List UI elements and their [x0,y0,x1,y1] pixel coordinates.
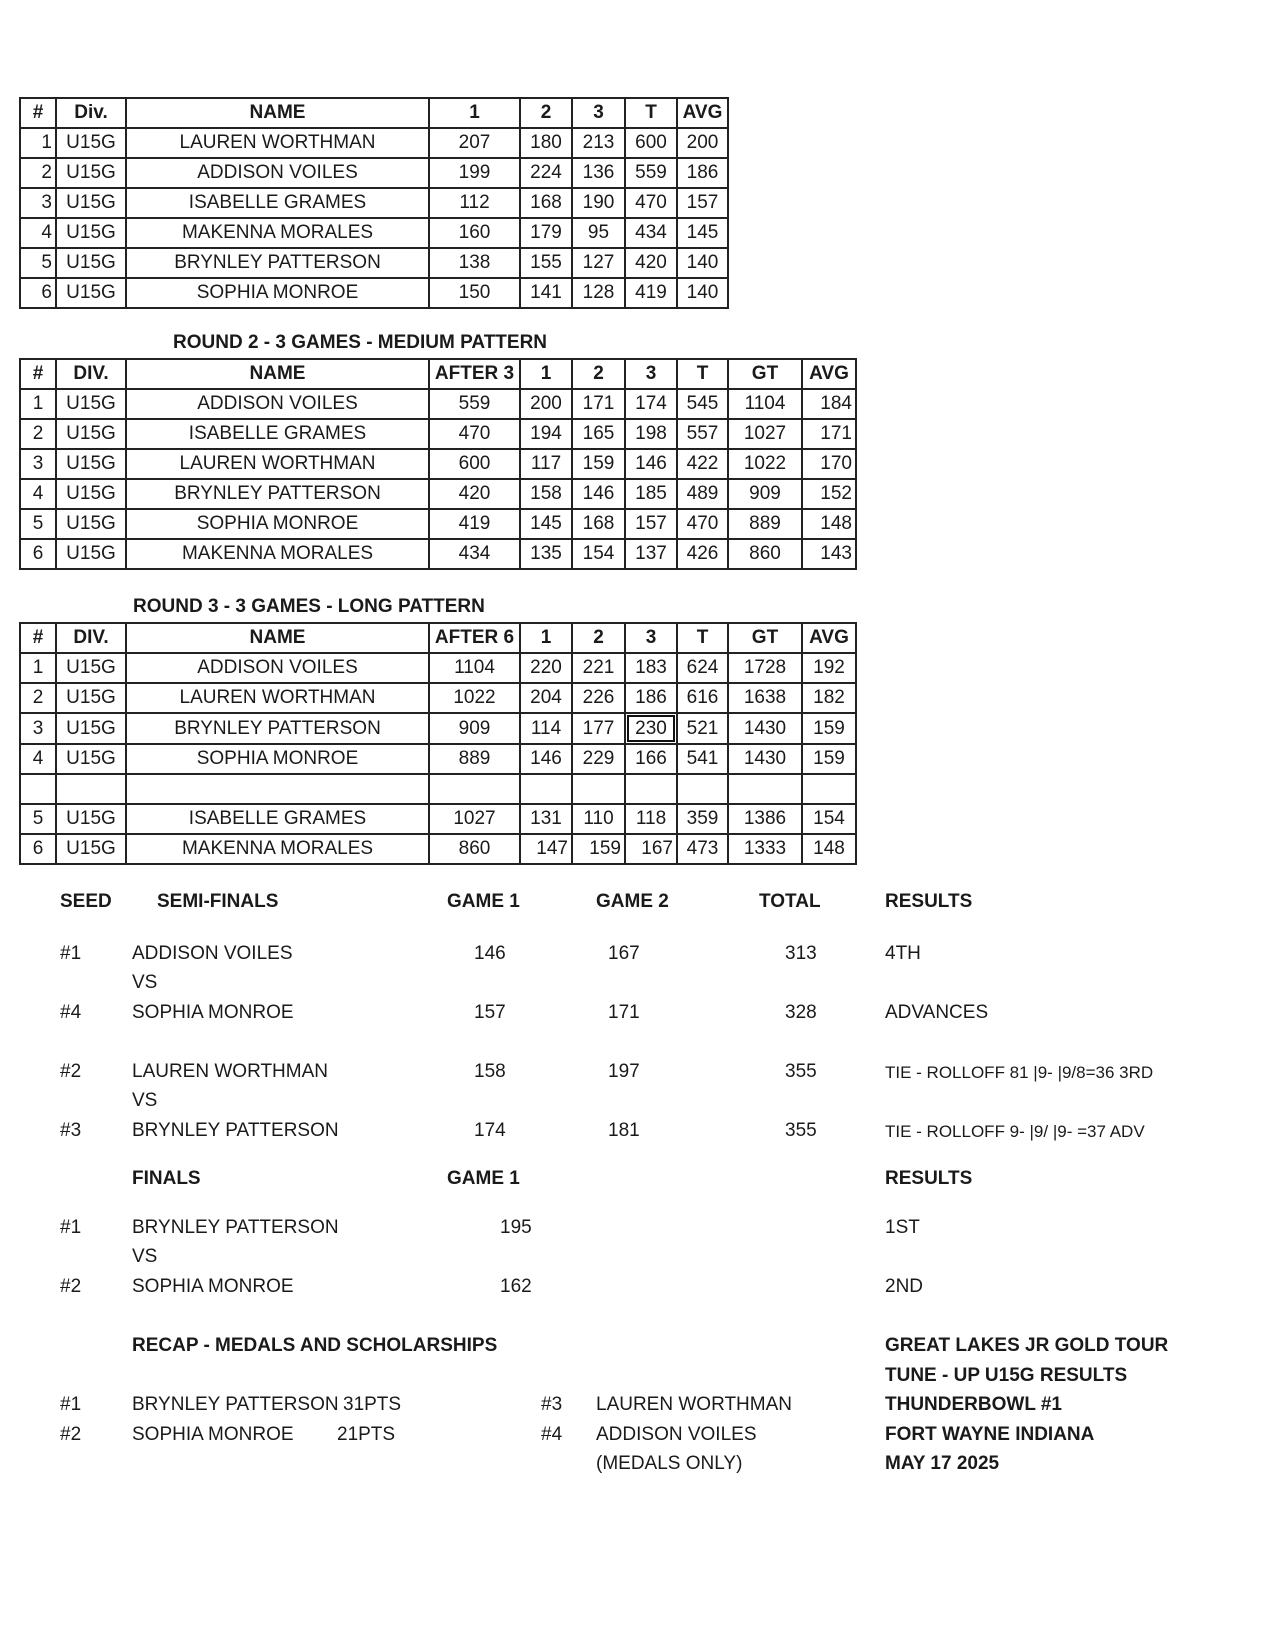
event-line: TUNE - UP U15G RESULTS [885,1365,1128,1386]
avg-cell: 152 [802,479,856,509]
finals-results-header: RESULTS [885,1168,973,1189]
seed-label: #4 [60,1002,82,1023]
game2-cell: 177 [572,713,625,744]
rank-cell: 3 [20,713,56,744]
player-name: LAUREN WORTHMAN [132,1061,328,1082]
col-header: 2 [572,359,625,389]
div-cell: U15G [56,389,126,419]
rank-cell: 5 [20,804,56,834]
table-row [20,713,856,744]
player-name: BRYNLEY PATTERSON [132,1217,339,1238]
game2-cell: 229 [572,744,625,774]
game1-score: 195 [500,1217,532,1238]
game3-cell: 95 [572,218,625,248]
total-cell: 470 [677,509,728,539]
game1-cell: 199 [429,158,520,188]
total-cell: 419 [625,278,677,308]
name-cell: SOPHIA MONROE [126,278,429,308]
seed-label: #2 [60,1424,82,1445]
grand-total-cell: 1728 [728,653,802,683]
game2-cell: 141 [520,278,572,308]
avg-cell: 170 [802,449,856,479]
rank-cell: 5 [20,509,56,539]
avg-cell: 171 [802,419,856,449]
game2-score: 171 [608,1002,640,1023]
result-text: 2ND [885,1276,924,1297]
div-cell: U15G [56,449,126,479]
col-header: GT [728,359,802,389]
game3-cell: 166 [625,744,677,774]
game1-cell: 160 [429,218,520,248]
seed-label: #3 [541,1394,563,1415]
avg-cell: 184 [802,389,856,419]
avg-cell: 140 [677,278,728,308]
div-cell: U15G [56,834,126,864]
table-row [20,683,856,713]
col-header: DIV. [56,359,126,389]
table-row [20,653,856,683]
after-cell: 559 [429,389,520,419]
avg-cell: 148 [802,834,856,864]
total-cell: 557 [677,419,728,449]
medals-note: (MEDALS ONLY) [596,1453,743,1474]
round3-table [19,622,857,865]
name-cell: BRYNLEY PATTERSON [126,713,429,744]
col-header: # [20,623,56,653]
grand-total-cell: 860 [728,539,802,569]
round2-title: ROUND 2 - 3 GAMES - MEDIUM PATTERN [173,332,548,353]
after-cell: 420 [429,479,520,509]
semifinals-header: SEMI-FINALS [157,891,279,912]
table-row [20,479,856,509]
game2-cell: 155 [520,248,572,278]
player-name: BRYNLEY PATTERSON [132,1120,339,1141]
total-cell: 420 [625,248,677,278]
game3-cell: 174 [625,389,677,419]
grand-total-cell: 1333 [728,834,802,864]
game1-cell: 112 [429,188,520,218]
game2-cell: 159 [572,449,625,479]
col-header: T [677,623,728,653]
game3-cell: 127 [572,248,625,278]
result-text: 1ST [885,1217,920,1238]
seed-label: #4 [541,1424,563,1445]
total-score: 328 [785,1002,817,1023]
table-row [20,158,728,188]
game1-cell: 131 [520,804,572,834]
game3-cell: 213 [572,128,625,158]
rank-cell: 2 [20,419,56,449]
name-cell: ISABELLE GRAMES [126,419,429,449]
col-header: AFTER 6 [429,623,520,653]
table-row [20,389,856,419]
total-cell: 521 [677,713,728,744]
table-row-blank [20,774,856,804]
after-cell: 470 [429,419,520,449]
after-cell: 419 [429,509,520,539]
game2-cell: 146 [572,479,625,509]
rank-cell: 1 [20,653,56,683]
div-cell: U15G [56,804,126,834]
player-name: ADDISON VOILES [132,943,293,964]
col-header: DIV. [56,623,126,653]
seed-label: #1 [60,1394,82,1415]
div-cell: U15G [56,158,126,188]
after-cell: 889 [429,744,520,774]
grand-total-cell: 1386 [728,804,802,834]
game1-score: 162 [500,1276,532,1297]
grand-total-cell: 909 [728,479,802,509]
rank-cell: 4 [20,218,56,248]
round3-title: ROUND 3 - 3 GAMES - LONG PATTERN [133,596,485,617]
finals-header: FINALS [132,1168,201,1189]
game2-cell: 168 [572,509,625,539]
player-name: ADDISON VOILES [596,1424,757,1445]
div-cell: U15G [56,128,126,158]
avg-cell: 140 [677,248,728,278]
game1-score: 146 [474,943,506,964]
game1-cell: 145 [520,509,572,539]
game1-cell: 207 [429,128,520,158]
game2-cell: 221 [572,653,625,683]
name-cell: ISABELLE GRAMES [126,804,429,834]
grand-total-cell: 1430 [728,713,802,744]
avg-cell: 159 [802,713,856,744]
game1-header: GAME 1 [447,891,520,912]
rank-cell: 3 [20,449,56,479]
total-cell: 600 [625,128,677,158]
table-header-row [20,359,856,389]
results-header: RESULTS [885,891,973,912]
name-cell: ADDISON VOILES [126,389,429,419]
col-header: T [625,98,677,128]
name-cell: MAKENNA MORALES [126,218,429,248]
col-header: 2 [572,623,625,653]
name-cell: MAKENNA MORALES [126,834,429,864]
table-row [20,834,856,864]
after-cell: 909 [429,713,520,744]
blank-cell [126,774,429,804]
total-cell: 616 [677,683,728,713]
blank-cell [625,774,677,804]
after-cell: 1022 [429,683,520,713]
finals-game1-header: GAME 1 [447,1168,520,1189]
rank-cell: 6 [20,278,56,308]
rank-cell: 3 [20,188,56,218]
col-header: # [20,359,56,389]
game3-cell: 136 [572,158,625,188]
table-row [20,188,728,218]
game2-cell: 159 [572,834,625,864]
total-cell: 470 [625,188,677,218]
avg-cell: 148 [802,509,856,539]
col-header: GT [728,623,802,653]
rank-cell: 1 [20,389,56,419]
col-header: 1 [520,359,572,389]
player-name: SOPHIA MONROE [132,1424,294,1445]
blank-cell [520,774,572,804]
div-cell: U15G [56,218,126,248]
game1-cell: 114 [520,713,572,744]
blank-cell [677,774,728,804]
game2-score: 181 [608,1120,640,1141]
result-text: 4TH [885,943,921,964]
grand-total-cell: 1027 [728,419,802,449]
total-cell: 624 [677,653,728,683]
table-row [20,539,856,569]
after-cell: 860 [429,834,520,864]
col-header: NAME [126,623,429,653]
game2-cell: 168 [520,188,572,218]
seed-label: #2 [60,1276,82,1297]
avg-cell: 157 [677,188,728,218]
event-line: FORT WAYNE INDIANA [885,1424,1095,1445]
div-cell: U15G [56,509,126,539]
game2-cell: 224 [520,158,572,188]
name-cell: LAUREN WORTHMAN [126,128,429,158]
grand-total-cell: 1104 [728,389,802,419]
seed-label: #1 [60,943,82,964]
name-cell: ADDISON VOILES [126,158,429,188]
total-cell: 559 [625,158,677,188]
player-name: LAUREN WORTHMAN [596,1394,792,1415]
vs-label: VS [132,972,158,993]
div-cell: U15G [56,744,126,774]
total-cell: 359 [677,804,728,834]
div-cell: U15G [56,683,126,713]
grand-total-cell: 1430 [728,744,802,774]
game3-cell: 183 [625,653,677,683]
game3-cell: 186 [625,683,677,713]
event-line: MAY 17 2025 [885,1453,1000,1474]
col-header: NAME [126,98,429,128]
game3-cell: 198 [625,419,677,449]
blank-cell [572,774,625,804]
col-header: 3 [625,359,677,389]
table-row [20,449,856,479]
game1-cell: 200 [520,389,572,419]
div-cell: U15G [56,479,126,509]
total-cell: 426 [677,539,728,569]
game3-cell-highlighted: 230 [625,713,677,744]
col-header: 3 [625,623,677,653]
game2-cell: 179 [520,218,572,248]
col-header: T [677,359,728,389]
rank-cell: 2 [20,683,56,713]
name-cell: SOPHIA MONROE [126,509,429,539]
rank-cell: 1 [20,128,56,158]
grand-total-cell: 889 [728,509,802,539]
total-header: TOTAL [759,891,821,912]
game3-cell: 128 [572,278,625,308]
game3-cell: 157 [625,509,677,539]
total-cell: 545 [677,389,728,419]
table-header-row [20,623,856,653]
round1-table [19,97,729,309]
col-header: AVG [802,359,856,389]
avg-cell: 159 [802,744,856,774]
game3-cell: 185 [625,479,677,509]
table-row [20,278,728,308]
rank-cell: 6 [20,539,56,569]
table-row [20,248,728,278]
name-cell: SOPHIA MONROE [126,744,429,774]
table-header-row [20,98,728,128]
game2-score: 197 [608,1061,640,1082]
seed-header: SEED [60,891,112,912]
points-text: 21PTS [337,1424,396,1445]
seed-label: #3 [60,1120,82,1141]
result-text: TIE - ROLLOFF 9- |9/ |9- =37 ADV [885,1122,1145,1141]
blank-cell [728,774,802,804]
seed-label: #2 [60,1061,82,1082]
game3-cell: 167 [625,834,677,864]
game1-cell: 147 [520,834,572,864]
seed-label: #1 [60,1217,82,1238]
col-header: # [20,98,56,128]
avg-cell: 145 [677,218,728,248]
result-text: TIE - ROLLOFF 81 |9- |9/8=36 3RD [885,1063,1154,1082]
div-cell: U15G [56,248,126,278]
total-score: 313 [785,943,817,964]
col-header: Div. [56,98,126,128]
game1-cell: 117 [520,449,572,479]
game1-cell: 204 [520,683,572,713]
game2-header: GAME 2 [596,891,669,912]
game3-cell: 137 [625,539,677,569]
avg-cell: 182 [802,683,856,713]
game2-cell: 226 [572,683,625,713]
col-header: AFTER 3 [429,359,520,389]
total-cell: 434 [625,218,677,248]
name-cell: BRYNLEY PATTERSON [126,479,429,509]
player-name: BRYNLEY PATTERSON [132,1394,339,1415]
game3-cell: 146 [625,449,677,479]
col-header: 2 [520,98,572,128]
game1-cell: 135 [520,539,572,569]
vs-label: VS [132,1090,158,1111]
col-header: 3 [572,98,625,128]
round2-table [19,358,857,570]
avg-cell: 186 [677,158,728,188]
div-cell: U15G [56,539,126,569]
table-row [20,804,856,834]
name-cell: ISABELLE GRAMES [126,188,429,218]
player-name: SOPHIA MONROE [132,1276,294,1297]
rank-cell: 4 [20,479,56,509]
col-header: 1 [520,623,572,653]
points-text: 31PTS [343,1394,402,1415]
avg-cell: 200 [677,128,728,158]
game1-cell: 150 [429,278,520,308]
name-cell: LAUREN WORTHMAN [126,683,429,713]
recap-title: RECAP - MEDALS AND SCHOLARSHIPS [132,1335,498,1356]
col-header: AVG [802,623,856,653]
div-cell: U15G [56,653,126,683]
game1-cell: 194 [520,419,572,449]
game1-score: 157 [474,1002,506,1023]
total-cell: 422 [677,449,728,479]
col-header: AVG [677,98,728,128]
game1-cell: 146 [520,744,572,774]
game1-cell: 220 [520,653,572,683]
div-cell: U15G [56,188,126,218]
avg-cell: 143 [802,539,856,569]
rank-cell: 4 [20,744,56,774]
game2-cell: 165 [572,419,625,449]
game2-cell: 110 [572,804,625,834]
event-line: THUNDERBOWL #1 [885,1394,1062,1415]
player-name: SOPHIA MONROE [132,1002,294,1023]
game3-cell: 190 [572,188,625,218]
blank-cell [429,774,520,804]
rank-cell: 2 [20,158,56,188]
blank-cell [20,774,56,804]
table-row [20,419,856,449]
game3-cell: 118 [625,804,677,834]
after-cell: 1104 [429,653,520,683]
game2-cell: 154 [572,539,625,569]
table-row [20,128,728,158]
avg-cell: 154 [802,804,856,834]
game1-cell: 138 [429,248,520,278]
div-cell: U15G [56,278,126,308]
total-score: 355 [785,1120,817,1141]
table-row [20,509,856,539]
rank-cell: 5 [20,248,56,278]
total-cell: 489 [677,479,728,509]
event-line: GREAT LAKES JR GOLD TOUR [885,1335,1169,1356]
game1-score: 174 [474,1120,506,1141]
game1-cell: 158 [520,479,572,509]
blank-cell [56,774,126,804]
name-cell: BRYNLEY PATTERSON [126,248,429,278]
blank-cell [802,774,856,804]
total-score: 355 [785,1061,817,1082]
game2-cell: 180 [520,128,572,158]
grand-total-cell: 1022 [728,449,802,479]
col-header: NAME [126,359,429,389]
vs-label: VS [132,1246,158,1267]
rank-cell: 6 [20,834,56,864]
game2-score: 167 [608,943,640,964]
total-cell: 541 [677,744,728,774]
total-cell: 473 [677,834,728,864]
table-row [20,218,728,248]
div-cell: U15G [56,713,126,744]
game1-score: 158 [474,1061,506,1082]
col-header: 1 [429,98,520,128]
grand-total-cell: 1638 [728,683,802,713]
after-cell: 1027 [429,804,520,834]
game2-cell: 171 [572,389,625,419]
name-cell: LAUREN WORTHMAN [126,449,429,479]
name-cell: ADDISON VOILES [126,653,429,683]
result-text: ADVANCES [885,1002,989,1023]
name-cell: MAKENNA MORALES [126,539,429,569]
div-cell: U15G [56,419,126,449]
after-cell: 434 [429,539,520,569]
after-cell: 600 [429,449,520,479]
avg-cell: 192 [802,653,856,683]
table-row [20,744,856,774]
